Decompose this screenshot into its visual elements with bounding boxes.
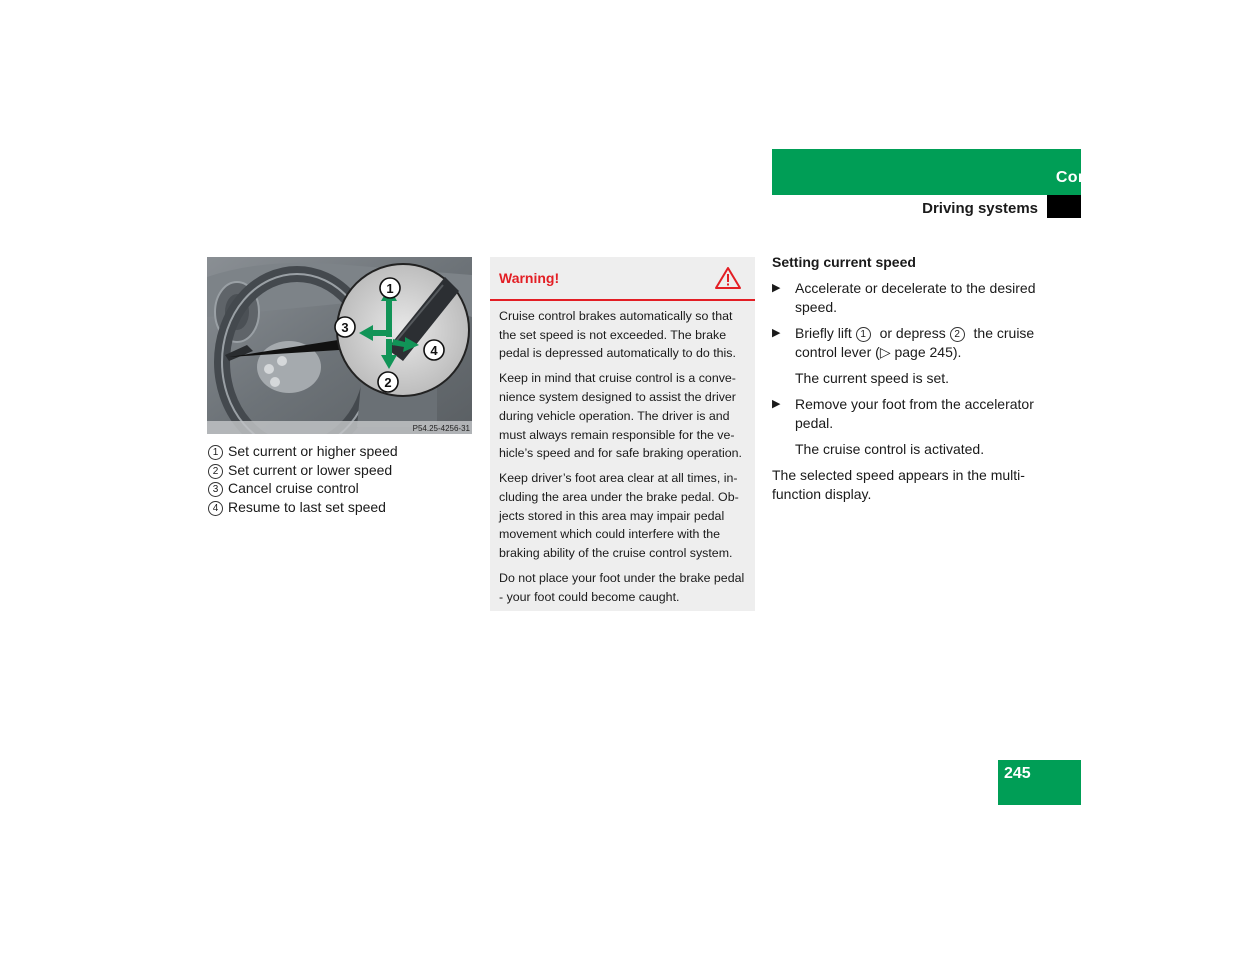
procedure-step [772,324,1047,362]
callout-1: 1 [386,281,394,296]
step-text: Remove your foot from the accelerator pedal. [795,396,1034,431]
warning-box [490,257,755,611]
subsection-title: Driving systems [922,200,1038,217]
callout-4: 4 [430,343,438,358]
legend-text: Cancel cruise control [228,480,359,497]
step-text-part: or depress [875,325,950,341]
step-text-part: the cruise control lever ( [795,325,1035,360]
warning-header [490,257,755,301]
triangle-bullet-icon: ▶ [772,282,781,294]
page-number: 245 [1004,765,1031,782]
step-text-part: page 245). [890,344,962,360]
page-ref-arrow-icon: ▷ [879,344,891,360]
warning-body [499,307,749,613]
warning-triangle-icon [714,266,742,290]
triangle-bullet-icon: ▶ [772,398,781,410]
step-result: The current speed is set. [795,370,950,386]
inline-callout-number: 1 [856,327,871,342]
warning-title: Warning! [499,270,560,286]
legend-text: Resume to last set speed [228,499,386,516]
legend-text: Set current or higher speed [228,443,398,459]
legend-number: 3 [208,482,223,497]
legend-item [208,498,473,517]
procedure-section [772,253,1047,504]
legend-item [208,479,473,498]
page-number-box [998,760,1081,805]
legend-number: 2 [208,464,223,479]
legend-item [208,442,473,461]
figure-legend [208,442,473,517]
figure-code: P54.25-4256-31 [412,424,470,433]
legend-number: 1 [208,445,223,460]
procedure-heading: Setting current speed [772,254,916,270]
warning-paragraph: Keep driver’s foot area clear at all times, in-cluding the area under the brake pedal. Ob-jects stored in this area may impair pedal movement which could interfere with the braking ability of the cruise control system. [499,471,739,561]
lever-illustration [207,257,472,434]
warning-paragraph: Cruise control brakes automatically so that the set speed is not exceeded. The brake pedal is depressed automatically to do this. [499,309,736,361]
step-text: Accelerate or decelerate to the desired speed. [795,280,1036,315]
legend-number: 4 [208,501,223,516]
legend-text: Set current or lower speed [228,461,393,478]
header-band [772,149,1081,195]
callout-3: 3 [341,320,349,335]
triangle-bullet-icon: ▶ [772,327,781,339]
step-text-part: Briefly lift [795,325,856,341]
legend-item [208,461,473,480]
header-marker [1047,195,1081,218]
procedure-step [772,279,1047,317]
step-result: The cruise control is activated. [795,441,985,457]
inline-callout-number: 2 [950,327,965,342]
procedure-step [772,395,1047,433]
procedure-note: The selected speed appears in the multi-function display. [772,467,1025,502]
callout-2: 2 [384,375,392,390]
cruise-control-lever-figure [207,257,472,434]
warning-paragraph: Keep in mind that cruise control is a conve-nience system designed to assist the driver during vehicle operation. The driver is and must always remain responsible for the ve-hicle’s speed and for safe braking operation. [499,371,742,461]
section-title: Controls in detail [1055,169,1192,186]
warning-paragraph: Do not place your foot under the brake pedal - your foot could become caught. [499,571,745,604]
